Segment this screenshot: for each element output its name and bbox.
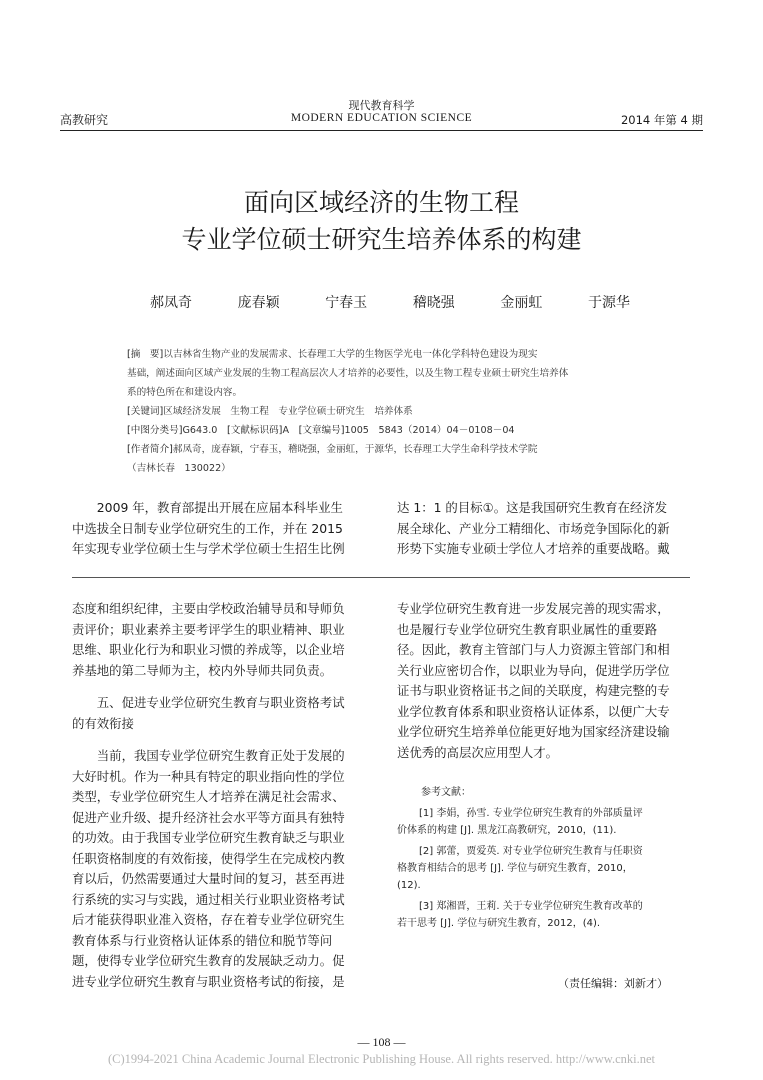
abstract-block (127, 345, 647, 478)
page-number: — 108 — (357, 1035, 406, 1049)
doc-value: A (282, 425, 290, 436)
intro-line: 2009 年，教育部提出开展在应届本科毕业生 (96, 500, 343, 515)
reference-line: [2] 郭蕾，贾爱英. 对专业学位研究生教育与任职资 (419, 846, 643, 857)
header-rule (60, 130, 703, 131)
body-line: 径。因此，教育主管部门与人力资源主管部门和相 (397, 642, 670, 657)
body-left-column (72, 599, 367, 992)
body-line: 责评价；职业素养主要考评学生的职业精神、职业 (72, 621, 345, 637)
intro-line: 年实现专业学位硕士生与学术学位硕士生招生比例 (72, 541, 345, 556)
author-intro-line (127, 440, 647, 459)
author-intro-label: [作者简介] (127, 444, 173, 455)
body-line: 当前，我国专业学位研究生教育正处于发展的 (96, 748, 345, 763)
keywords-line (127, 402, 647, 421)
copyright-watermark: (C)1994-2021 China Academic Journal Electronic Publishing House. All rights reserved. http://www.cnki.net (107, 1052, 655, 1066)
intro-left-column (72, 498, 367, 560)
intro-line: 达 1：1 的目标①。这是我国研究生教育在经济发 (397, 500, 668, 515)
author-intro-line: （吉林长春 130022） (127, 463, 231, 474)
body-line: 的功效。由于我国专业学位研究生教育缺乏与职业 (72, 830, 345, 845)
body-line: 题，使得专业学位研究生教育的发展缺乏动力。促 (72, 953, 345, 968)
reference-line: (12). (397, 880, 421, 891)
body-line: 进专业学位研究生教育与职业资格考试的衔接，是 (72, 973, 345, 989)
reference-line: [3] 郑湘晋，王莉. 关于专业学位研究生教育改革的 (419, 901, 643, 912)
section-heading: 的有效衔接 (72, 715, 134, 731)
issue-label: 2014 年第 4 期 (620, 113, 703, 127)
intro-line: 中选拔全日制专业学位研究生的工作，并在 2015 (72, 520, 343, 536)
paper-title-line-1: 面向区域经济的生物工程 (243, 188, 519, 217)
intro-line: 形势下实施专业硕士学位人才培养的重要战略。戴 (397, 541, 670, 556)
intro-line: 展全球化、产业分工精细化、市场竞争国际化的新 (397, 520, 670, 536)
section-divider (72, 577, 690, 578)
abstract-line (127, 345, 647, 364)
classification-line (127, 421, 647, 440)
body-right-column (397, 599, 692, 763)
abstract-line: 系的特色所在和建设内容。 (127, 387, 243, 398)
article-label: [文章编号] (298, 425, 345, 436)
author: 郝凤奇 (150, 295, 192, 311)
body-line: 专业学位研究生教育进一步发展完善的现实需求， (397, 601, 670, 616)
paper-title-line-2: 专业学位硕士研究生培养体系的构建 (181, 225, 582, 254)
doc-label: [文献标识码] (226, 425, 283, 436)
body-line: 送优秀的高层次应用型人才。 (397, 744, 559, 760)
reference-line: 价体系的构建 [J]. 黑龙江高教研究，2010，(11). (397, 825, 617, 836)
body-line: 行系统的实习与实践，通过相关行业职业资格考试 (72, 891, 345, 907)
reference-line: 格教育相结合的思考 [J]. 学位与研究生教育，2010， (397, 863, 633, 874)
body-line: 类型，专业学位研究生人才培养在满足社会需求、 (72, 789, 345, 804)
editor-note: （责任编辑：刘新才） (558, 977, 668, 990)
body-line: 后才能获得职业准入资格，存在着专业学位研究生 (72, 912, 345, 927)
section-label: 高教研究 (60, 113, 109, 127)
author-list (150, 292, 630, 312)
body-line: 业学位研究生培养单位能更好地为国家经济建设输 (397, 724, 670, 739)
body-line: 证书与职业资格证书之间的关联度，构建完整的专 (397, 683, 670, 698)
author: 于源华 (587, 295, 630, 311)
author: 金丽虹 (500, 295, 543, 311)
body-line: 养基地的第二导师为主，校内外导师共同负责。 (72, 662, 333, 678)
references (397, 784, 692, 932)
body-line: 业学位教育体系和职业资格认证体系，以便广大专 (397, 703, 670, 719)
abstract-line: 基础，阐述面向区域产业发展的生物工程高层次人才培养的必要性，以及生物工程专业硕士研究生培养体 (127, 368, 569, 379)
reference-line: 若干思考 [J]. 学位与研究生教育，2012，(4). (397, 918, 601, 929)
abstract-label: [摘 要] (127, 349, 164, 360)
intro-right-column (397, 498, 692, 560)
body-line: 大好时机。作为一种具有特定的职业指向性的学位 (72, 768, 345, 784)
clc-value: G643.0 (182, 425, 218, 436)
body-line: 育以后，仍然需要通过大量时间的复习，甚至再进 (72, 871, 345, 886)
abstract-text: 以吉林省生物产业的发展需求、长春理工大学的生物医学光电一体化学科特色建设为现实 (163, 349, 538, 360)
body-line: 教育体系与行业资格认证体系的错位和脱节等问 (72, 932, 333, 948)
author: 庞春颖 (237, 295, 280, 311)
body-line: 也是履行专业学位研究生教育职业属性的重要路 (397, 621, 658, 637)
keywords-text: 区域经济发展 生物工程 专业学位硕士研究生 培养体系 (163, 406, 413, 417)
author: 稽晓强 (412, 295, 455, 311)
keywords-label: [关键词] (127, 406, 164, 417)
body-line: 态度和组织纪律，主要由学校政治辅导员和导师负 (72, 601, 345, 616)
body-line: 关行业应密切合作，以职业为导向，促进学历学位 (397, 662, 670, 678)
body-line: 思维、职业化行为和职业习惯的养成等，以企业培 (72, 642, 345, 657)
references-title: 参考文献： (421, 787, 471, 798)
journal-title-en: MODERN EDUCATION SCIENCE (290, 112, 473, 124)
section-heading: 五、促进专业学位研究生教育与职业资格考试 (96, 695, 345, 710)
body-line: 促进产业升级、提升经济社会水平等方面具有独特 (72, 809, 345, 825)
author-intro-text: 郝凤奇，庞春颖，宁春玉，稽晓强，金丽虹，于源华，长春理工大学生命科学技术学院 (172, 444, 538, 455)
clc-label: [中图分类号] (127, 425, 183, 436)
reference-line: [1] 李娟，孙雪. 专业学位研究生教育的外部质量评 (419, 808, 643, 819)
body-line: 任职资格制度的有效衔接，使得学生在完成校内教 (72, 850, 345, 866)
journal-title-cn: 现代教育科学 (348, 99, 415, 112)
author: 宁春玉 (325, 295, 368, 311)
article-value: 1005 5843（2014）04－0108－04 (344, 425, 515, 436)
